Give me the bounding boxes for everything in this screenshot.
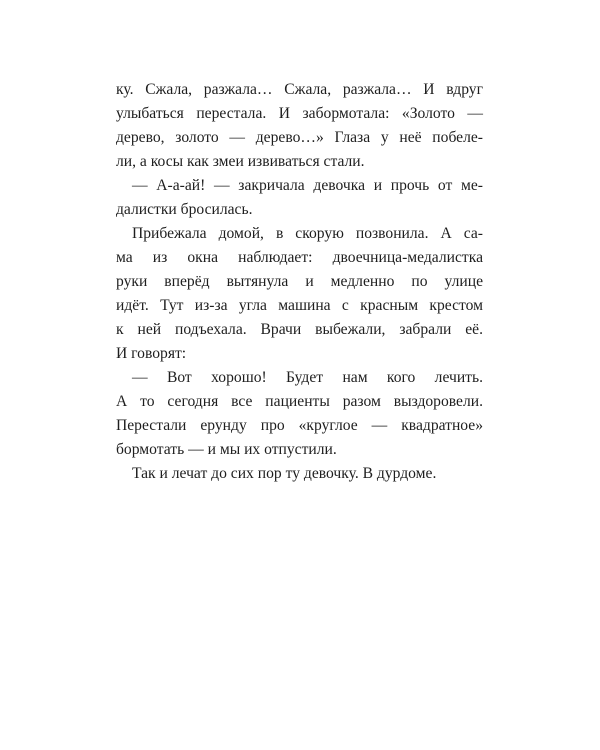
text-line: бормотать — и мы их отпустили. — [116, 441, 337, 458]
text-line: Перестали ерунду про «круглое — квадратное» — [116, 417, 483, 434]
text-line: И говорят: — [116, 345, 187, 362]
text-line: к ней подъехала. Врачи выбежали, забрали её. — [116, 321, 483, 338]
text-line: Прибежала домой, в скорую позвонила. А са- — [132, 225, 483, 242]
text-line: Так и лечат до сих пор ту девочку. В дурдоме. — [132, 465, 437, 482]
text-line: идёт. Тут из-за угла машина с красным крестом — [116, 297, 483, 314]
text-line: руки вперёд вытянула и медленно по улице — [116, 273, 483, 290]
text-line: А то сегодня все пациенты разом выздоровели. — [116, 393, 483, 410]
text-line: дерево, золото — дерево…» Глаза у неё побеле- — [116, 129, 483, 146]
text-line: — Вот хорошо! Будет нам кого лечить. — [132, 369, 483, 386]
text-line: ку. Сжала, разжала… Сжала, разжала… И вдруг — [116, 81, 483, 98]
text-line: улыбаться перестала. И забормотала: «Золото — — [116, 105, 483, 122]
text-line: ли, а косы как змеи извиваться стали. — [116, 153, 365, 170]
text-line: — А-а-ай! — закричала девочка и прочь от ме- — [132, 177, 483, 194]
body-text — [116, 78, 483, 486]
text-line: ма из окна наблюдает: двоечница-медалистка — [116, 249, 483, 266]
text-line: далистки бросилась. — [116, 201, 253, 218]
